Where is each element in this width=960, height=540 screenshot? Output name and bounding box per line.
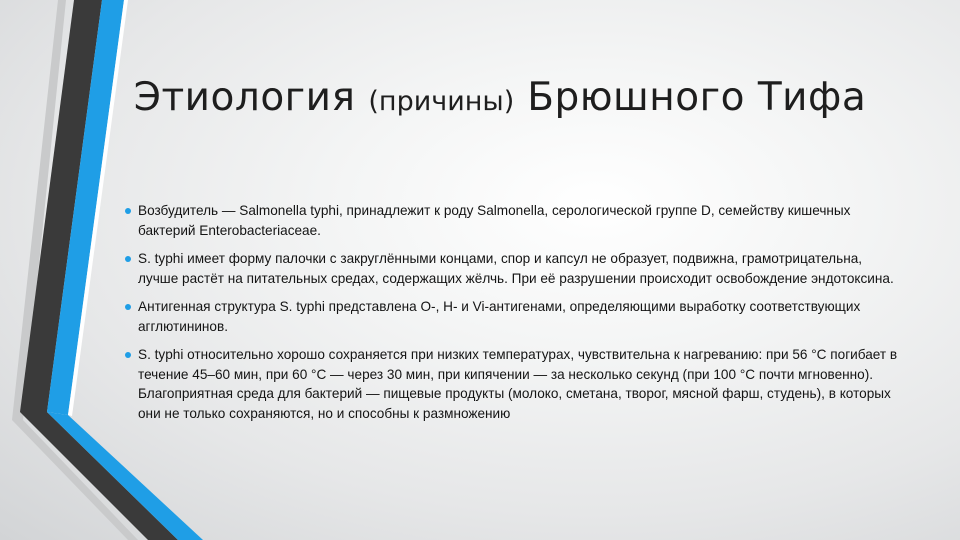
bullet-text: S. typhi относительно хорошо сохраняется при низких температурах, чувствительна к нагреванию: при 56 °C погибает в течение 45–60 мин, при 60 °C — через 30 мин, при кипячении — за несколько секунд (при 100 °C почти мгновенно). Благоприятная среда для бактерий — пищевые продукты (молоко, сметана, творог, мясной фарш, студень), в которых они не только сохраняются, но и способны к размножению (138, 347, 898, 421)
bullet-list (121, 201, 901, 432)
slide-title (120, 74, 880, 126)
bullet-dot-icon (125, 208, 131, 214)
bullet-item (121, 201, 901, 240)
bullet-item (121, 249, 901, 288)
bullet-item (121, 297, 901, 336)
bullet-dot-icon (125, 304, 131, 310)
bullet-dot-icon (125, 256, 131, 262)
title-parenthetical: (причины) (368, 86, 515, 117)
bullet-text: Возбудитель — Salmonella typhi, принадлежит к роду Salmonella, серологической группе D, семейству кишечных бактерий Enterobacteriaceae. (138, 203, 851, 238)
title-part-2: Брюшного Тифа (527, 75, 867, 120)
bullet-dot-icon (125, 352, 131, 358)
bullet-text: Антигенная структура S. typhi представлена O-, H- и Vi-антигенами, определяющими выработку соответствующих агглютининов. (138, 299, 861, 334)
bullet-text: S. typhi имеет форму палочки с закруглёнными концами, спор и капсул не образует, подвижна, грамотрицательна, лучше растёт на питательных средах, содержащих жёлчь. При её разрушении происходит освобождение эндотоксина. (138, 251, 894, 286)
bullet-item (121, 345, 901, 423)
title-part-1: Этиология (133, 75, 356, 120)
